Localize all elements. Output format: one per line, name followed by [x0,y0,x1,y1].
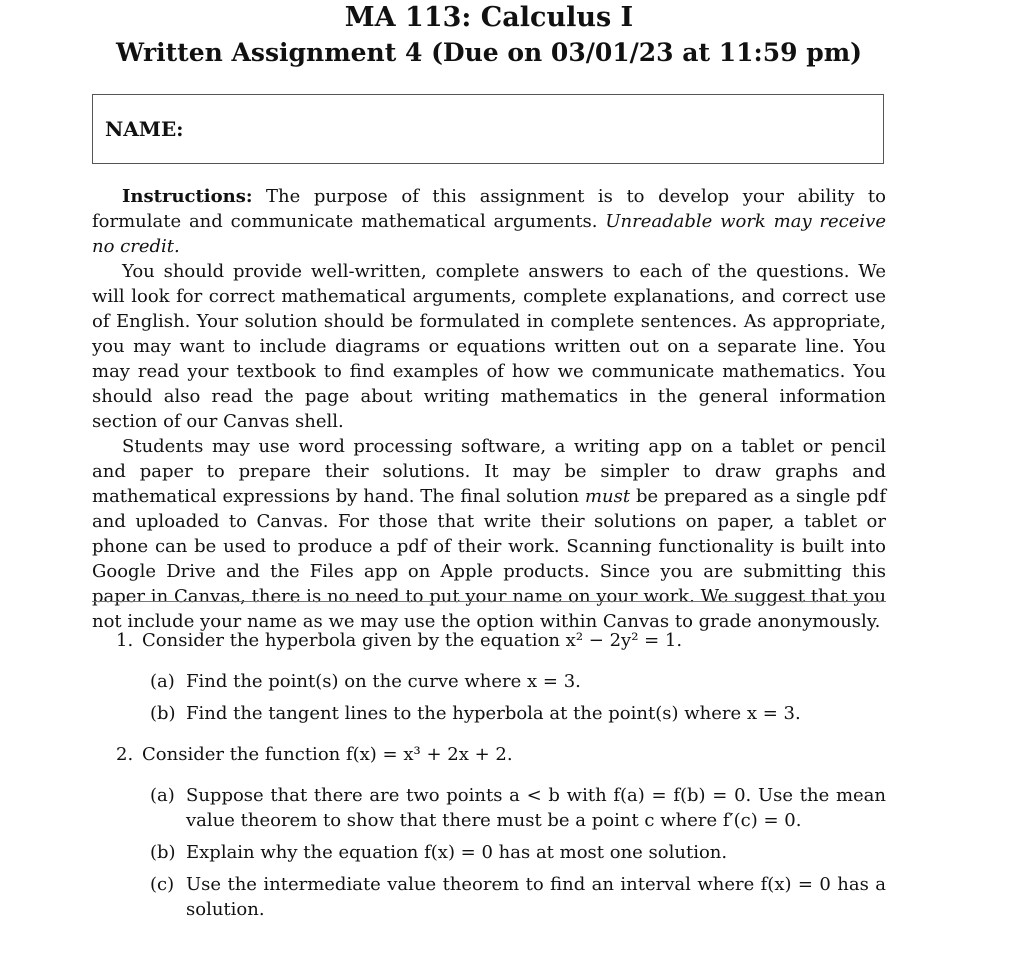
problem-1-part-a [150,669,886,694]
part-text: Find the point(s) on the curve where x = 3. [186,671,581,692]
problem-text: Consider the function f(x) = x³ + 2x + 2. [142,744,513,765]
instructions-p3-before: Students may use word processing software, a writing app on a tablet or pencil and paper to prepare their solutions. It may be simpler to draw graphs and mathematical expressions by hand. The final solution [92,436,886,507]
problem-text: Consider the hyperbola given by the equation x² − 2y² = 1. [142,630,683,651]
instructions-p3-italic: must [584,486,631,507]
part-text: Use the intermediate value theorem to find an interval where f(x) = 0 has a solution. [186,874,886,920]
problem-2-part-a [150,783,886,833]
part-label: (b) [150,703,176,724]
instructions [92,184,886,634]
part-label: (a) [150,785,175,806]
problem-2-part-c [150,872,886,922]
section-divider [92,601,886,602]
instructions-paragraph-2: You should provide well-written, complete answers to each of the questions. We will look for correct mathematical arguments, complete explanations, and correct use of English. Your solution should be formulated in complete sentences. As appropriate, you may want to include diagrams or equations written out on a separate line. You may read your textbook to find examples of how we communicate mathematics. You should also read the page about writing mathematics in the general information section of our Canvas shell. [92,261,886,432]
part-label: (a) [150,671,175,692]
course-title: MA 113: Calculus I [344,2,634,33]
problem-2-part-b [150,840,886,865]
name-label: NAME: [105,117,184,141]
instructions-paragraph-1 [92,184,886,259]
instructions-p1-italic: Unreadable work may receive no credit. [92,211,886,257]
name-box [92,94,884,164]
problem-2 [116,742,886,767]
instructions-p1-text: The purpose of this assignment is to develop your ability to formulate and communicate mathematical arguments. [92,186,886,232]
problem-number: 1. [116,630,134,651]
problem-1-part-b [150,701,886,726]
part-label: (c) [150,874,175,895]
problem-1 [116,628,886,653]
instructions-lead: Instructions: [122,186,253,207]
instructions-paragraph-3 [92,434,886,634]
problem-number: 2. [116,744,134,765]
assignment-title: Written Assignment 4 (Due on 03/01/23 at 11:59 pm) [116,38,862,67]
part-text: Explain why the equation f(x) = 0 has at most one solution. [186,842,728,863]
part-text: Suppose that there are two points a < b with f(a) = f(b) = 0. Use the mean value theorem to show that there must be a point c where f′(c) = 0. [186,785,886,831]
instructions-p3-after: be prepared as a single pdf and uploaded to Canvas. For those that write their solutions on paper, a tablet or phone can be used to produce a pdf of their work. Scanning functionality is built into Google Drive and the Files app on Apple products. Since you are submitting this paper in Canvas, there is no need to put your name on your work. We suggest that you not include your name as we may use the option within Canvas to grade anonymously. [92,486,886,632]
part-label: (b) [150,842,176,863]
part-text: Find the tangent lines to the hyperbola at the point(s) where x = 3. [186,703,801,724]
problem-list [92,628,886,922]
